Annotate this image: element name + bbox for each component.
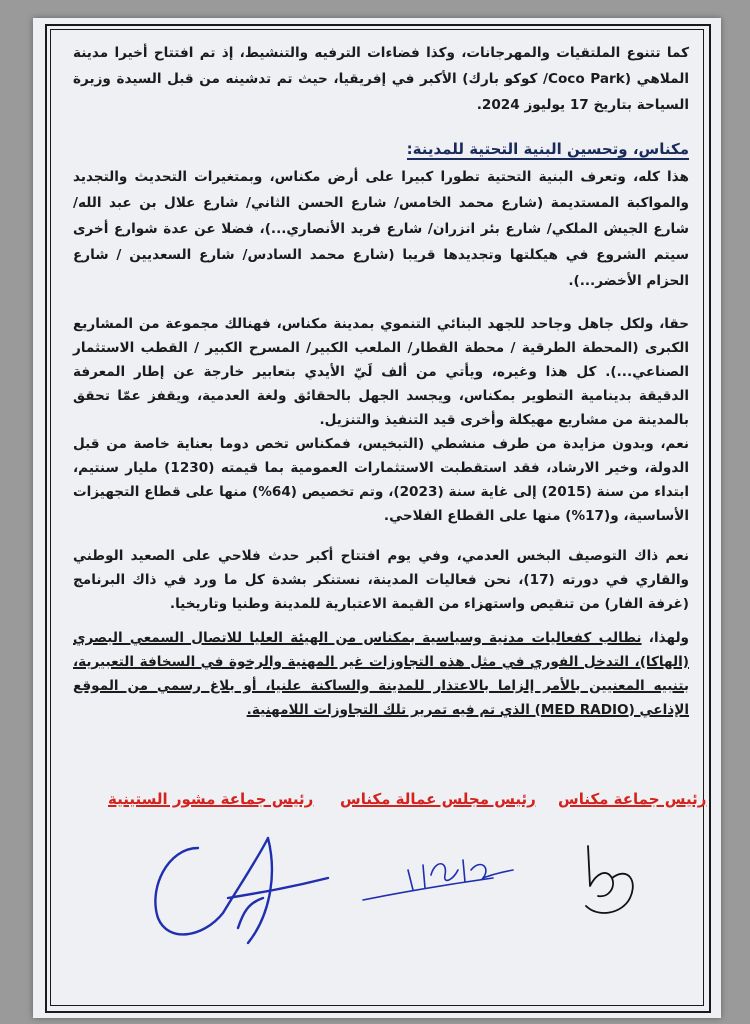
paragraph-infrastructure: هذا كله، وتعرف البنية التحتية تطورا كبيرا على أرض مكناس، وبمتغيرات التحديث والتجديد والمواكبة المستديمة (شارع محمد الخامس/ شارع الحسن الثاني/ شارع علال بن عبد الله/ شارع الجيش الملكي/ شارع بئر انزران/ شارع فريد الأنصاري...)، فضلا عن عدة شوارع أخرى سيتم الشروع في هيكلتها وتجديدها قريبا (شارع محمد السادس/ شارع السعديين / شارع الحزام الأخضر...). xyxy=(73,169,689,289)
paragraph-investments: نعم، وبدون مزايدة من طرف منشطي (التبخيس، فمكناس تخص دوما بعناية خاصة من قبل الدولة، وخير الارشاد، فقد استقطبت الاستثمارات العمومية بما قيمته (1230) مليار سنتيم، ابتداء من سنة (2015) إلى غاية سنة (2023)، وتم تخصيص (64%) منها على قطاع التجهيزات الأساسية، و(17%) منها على القطاع الفلاحي. xyxy=(73,436,689,524)
paragraph-coco-park: كما تتنوع الملتقيات والمهرجانات، وكذا فضاءات الترفيه والتنشيط، إذ تم افتتاح أخيرا مدينة الملاهي (Coco Park/ كوكو بارك) الأكبر في إفريقيا، حيث تم تدشينه من قبل السيدة وزيرة السياحة بتاريخ 17 يوليوز 2024. xyxy=(73,45,689,113)
signature-block xyxy=(108,790,708,1010)
signature-left-scribble xyxy=(128,818,338,958)
paragraph-demand-body: نطالب كفعاليات مدنية وسياسية بمكناس من الهيئة العليا للاتصال السمعي البصري (الهاكا)، التدخل الفوري في مثل هذه التجاوزات غير المهنية والرخوة في السخافة التعبيرية، بتنبيه المعنيين بالأمر إلزاما بالاعتذار للمدينة والساكنة علنيا، أو بلاغ رسمي من الموقع الإذاعي (MED RADIO) الذي تم فيه تمرير تلك التجاوزات اللامهنية. xyxy=(73,630,689,718)
paragraph-demand-intro: ولهذا، xyxy=(641,630,689,646)
signature-middle-scribble xyxy=(353,830,553,920)
paragraph-projects: حقا، ولكل جاهل وجاحد للجهد البنائي التنموي بمدينة مكناس، فهنالك مجموعة من المشاريع الكبرى (المحطة الطرقية / محطة القطار/ الملعب الكبير/ المسرح الكبير / القطب الاستثمار الصناعي...). كل هذا وغيره، ويأتي من ألف لَيّ الأيدي بتعابير خارجة عن إطار المعرفة الدقيقة بدينامية التطوير بمكناس، ويجسد الجهل بالحقائق ولغة العدمية، ويقفز عمّا تحقق بالمدينة من مشاريع مهيكلة وأخرى قيد التنفيذ والتنزيل. xyxy=(73,316,689,428)
section-heading xyxy=(73,140,689,158)
signature-title-right: رئيس جماعة مكناس xyxy=(558,790,707,808)
signature-right-scribble xyxy=(568,826,678,936)
document-sheet xyxy=(33,18,721,1018)
paragraph-demand xyxy=(73,626,689,722)
signature-title-left: رئيس جماعة مشور الستينية xyxy=(108,790,314,808)
document-body xyxy=(73,40,689,722)
paragraph-condemnation: نعم ذاك التوصيف البخس العدمي، وفي يوم افتتاح أكبر حدث فلاحي على الصعيد الوطني والقاري في دورته (17)، نحن فعاليات المدينة، نستنكر بشدة كل ما ورد في ذاك البرنامج (غرفة الفار) من تنقيص واستهزاء من القيمة الاعتبارية للمدينة وطنيا وتاريخيا. xyxy=(73,548,689,612)
section-heading-text: مكناس، وتحسين البنية التحتية للمدينة: xyxy=(406,140,689,158)
signature-title-middle: رئيس مجلس عمالة مكناس xyxy=(340,790,536,808)
